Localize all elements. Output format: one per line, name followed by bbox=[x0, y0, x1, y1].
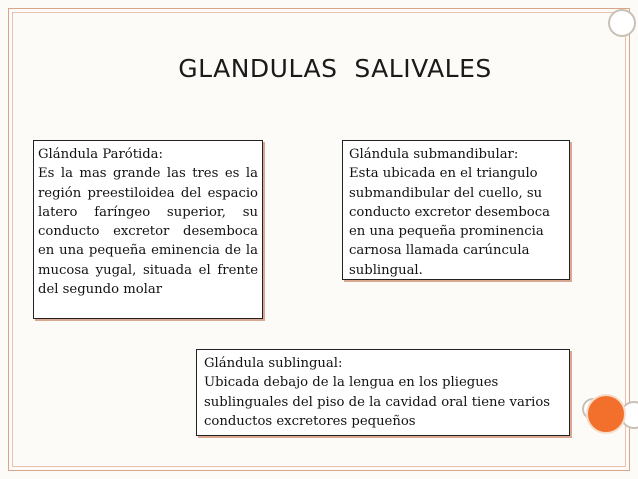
submandibular-textbox bbox=[342, 140, 570, 280]
parotida-heading: Glándula Parótida: bbox=[38, 147, 163, 162]
sublingual-textbox bbox=[196, 349, 570, 436]
submandibular-heading: Glándula submandibular: bbox=[349, 147, 519, 162]
slide-title: GLANDULAS SALIVALES bbox=[178, 54, 492, 83]
sublingual-heading: Glándula sublingual: bbox=[204, 356, 343, 371]
submandibular-text: Esta ubicada en el triangulo submandibular del cuello, su conducto excretor desemboca en una pequeña prominencia carnosa llamada carúncula sublingual. bbox=[349, 166, 550, 278]
parotida-text: Es la mas grande las tres es la región preestiloidea del espacio latero faríngeo superior, su conducto excretor desemboca en una pequeña eminencia de la mucosa yugal, situada el frente del segundo molar bbox=[38, 166, 258, 298]
sublingual-text: Ubicada debajo de la lengua en los pliegues sublinguales del piso de la cavidad oral tiene varios conductos excretores pequeños bbox=[204, 375, 551, 429]
decorative-circle-top-right bbox=[608, 9, 636, 37]
decorative-circle-orange bbox=[586, 394, 626, 434]
parotida-textbox bbox=[33, 140, 263, 319]
